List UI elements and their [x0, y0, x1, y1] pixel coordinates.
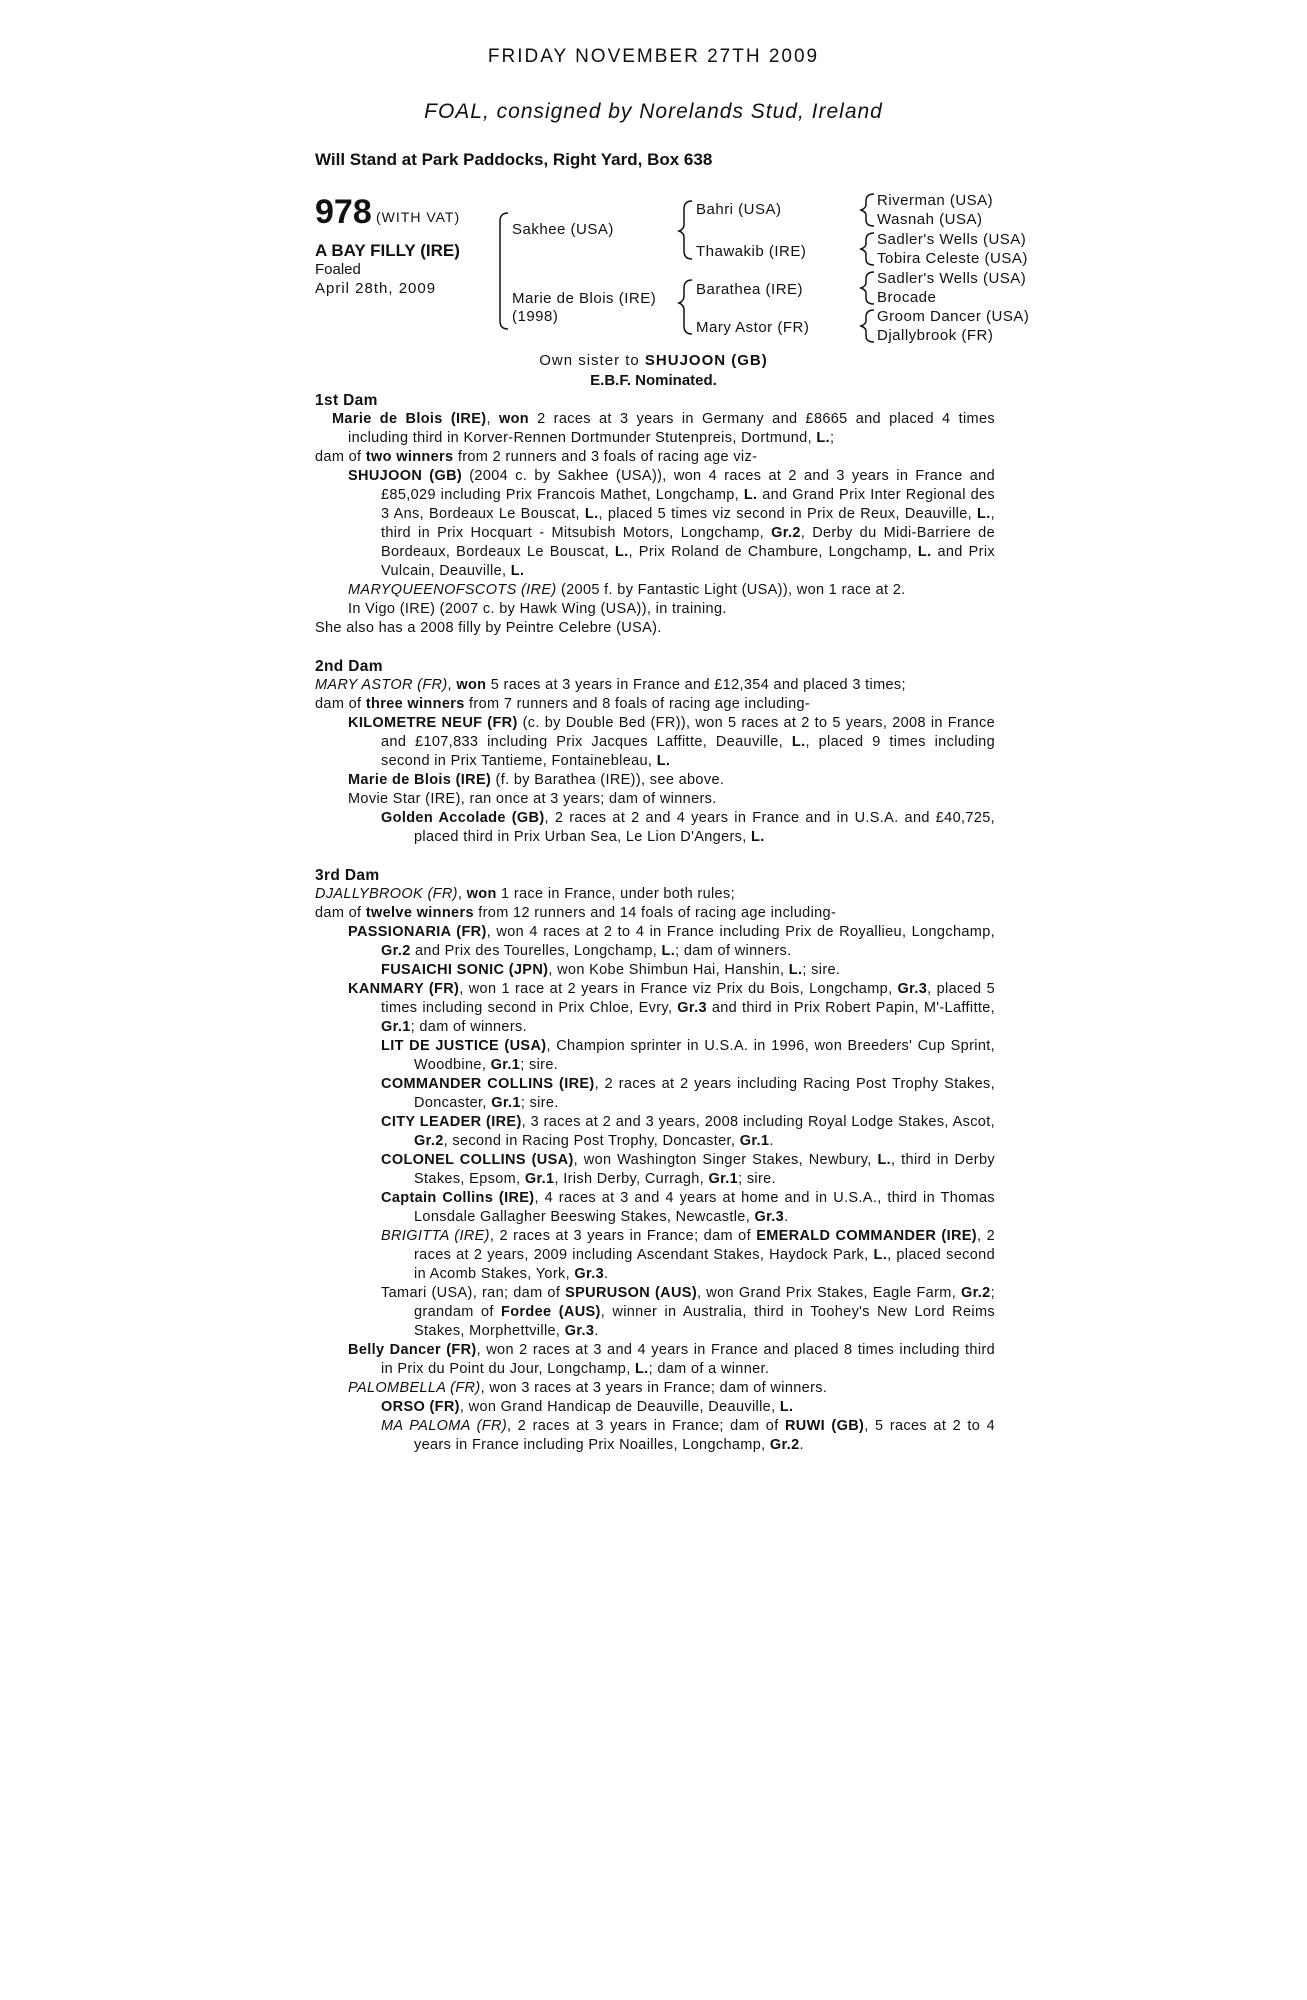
record-text: , placed 5 times including second in Prix Chloe, Evry, [381, 981, 995, 1016]
sister-prefix: Own sister to [539, 352, 645, 369]
record-text: . [799, 1437, 804, 1453]
record-text: , third in Prix Hocquart - Mitsubish Motors, Longchamp, [381, 506, 995, 541]
record-text: , won 3 races at 3 years in France; dam of winners. [480, 1380, 828, 1396]
ebf-note: E.B.F. Nominated. [590, 372, 717, 389]
second-dam-heading: 2nd Dam [315, 658, 383, 675]
winners-count: three winners [365, 696, 465, 712]
listed-label: L. [816, 430, 830, 446]
pedigree-sire: Sakhee (USA) [512, 221, 614, 238]
group-label: Gr.3 [574, 1266, 605, 1282]
group-label: Gr.1 [381, 1019, 411, 1035]
record-text: ; sire. [520, 1095, 559, 1111]
produce-ma-paloma [315, 1417, 995, 1455]
produce-brigitta [315, 1227, 995, 1284]
record-text: , second in Racing Post Trophy, Doncaster, [443, 1133, 740, 1149]
record-text: . [594, 1323, 599, 1339]
pedigree-gg6: Brocade [877, 289, 937, 306]
record-text: , won Washington Singer Stakes, Newbury, [573, 1152, 878, 1168]
produce-city-leader [315, 1113, 995, 1151]
group-label: Gr.2 [769, 1437, 800, 1453]
produce-maryqueenofscots [315, 581, 995, 600]
group-label: Gr.2 [771, 525, 801, 541]
record-text: , 4 races at 3 and 4 years at home and in U.S.A., third in Thomas Lonsdale Gallagher Beeswing Stakes, Newcastle, [414, 1190, 995, 1225]
pedigree-dam-dam: Mary Astor (FR) [696, 319, 810, 336]
horse-name: Golden Accolade (GB) [381, 810, 545, 826]
record-text: , winner in Australia, third in Toohey's New Lord Reims Stakes, Morphettville, [414, 1304, 995, 1339]
produce-orso [315, 1398, 995, 1417]
listed-label: L. [751, 829, 765, 845]
listed-label: L. [614, 544, 629, 560]
produce-golden-accolade [315, 809, 995, 847]
record-text: , third in Derby Stakes, Epsom, [414, 1152, 995, 1187]
record-text: ; sire. [802, 962, 841, 978]
record-text: , 5 races at 2 to 4 years in France including Prix Noailles, Longchamp, [414, 1418, 996, 1453]
record-text: ; dam of a winner. [648, 1361, 770, 1377]
produce-tamari [315, 1284, 995, 1341]
horse-name: RUWI (GB) [784, 1418, 865, 1434]
sister-name: SHUJOON (GB) [644, 352, 768, 369]
pedigree-dam-year: (1998) [512, 308, 559, 325]
dam-lines [315, 391, 995, 1455]
horse-name: CITY LEADER (IRE) [381, 1114, 522, 1130]
pedigree-gg1: Riverman (USA) [877, 192, 994, 209]
record-text: ; grandam of [414, 1285, 995, 1320]
horse-name: ORSO (FR) [381, 1399, 460, 1415]
record-text: , 2 races at 3 years in France; dam of [507, 1418, 785, 1434]
listed-label: L. [873, 1247, 888, 1263]
pedigree-gg8: Djallybrook (FR) [877, 327, 994, 344]
horse-name: Captain Collins (IRE) [381, 1190, 535, 1206]
group-label: Gr.3 [897, 981, 928, 997]
sister-note [0, 352, 1307, 369]
first-dam-produce [315, 448, 995, 467]
record-text: and Prix Vulcain, Deauville, [381, 544, 995, 579]
record-text: , 3 races at 2 and 3 years, 2008 including Royal Lodge Stakes, Ascot, [521, 1114, 995, 1130]
produce-2008-filly: She also has a 2008 filly by Peintre Celebre (USA). [315, 620, 662, 636]
lot-number: 978 [315, 193, 372, 231]
lot-title: A BAY FILLY (IRE) [315, 241, 460, 260]
record-text: from 7 runners and 8 foals of racing age including- [464, 696, 811, 712]
record-text: and third in Prix Robert Papin, M'-Laffitte, [706, 1000, 996, 1016]
horse-name: COMMANDER COLLINS (IRE) [381, 1076, 595, 1092]
record-text: . [769, 1133, 774, 1149]
record-text: and Prix des Tourelles, Longchamp, [410, 943, 662, 959]
record-text: , placed 9 times including second in Prix Tantieme, Fontainebleau, [381, 734, 995, 769]
record-text: dam of [315, 449, 366, 465]
record-text: ; [829, 430, 835, 446]
pedigree-gg5: Sadler's Wells (USA) [877, 270, 1027, 287]
produce-colonel-collins [315, 1151, 995, 1189]
produce-in-vigo: In Vigo (IRE) (2007 c. by Hawk Wing (USA)), in training. [348, 601, 727, 617]
group-label: Gr.1 [739, 1133, 770, 1149]
listed-label: L. [917, 544, 932, 560]
listed-label: L. [743, 487, 758, 503]
listed-label: L. [661, 943, 676, 959]
pedigree-sire-dam: Thawakib (IRE) [696, 243, 807, 260]
record-text: (c. by Double Bed (FR)), won 5 races at 2 to 5 years, 2008 in France and £107,833 including Prix Jacques Laffitte, Deauville, [381, 715, 995, 750]
pedigree-dam-sire: Barathea (IRE) [696, 281, 804, 298]
pedigree-brackets [0, 0, 1307, 400]
produce-shujoon [315, 467, 995, 581]
record-text: from 2 runners and 3 foals of racing age viz- [453, 449, 758, 465]
pedigree-gg4: Tobira Celeste (USA) [877, 250, 1028, 267]
record-text: , won Kobe Shimbun Hai, Hanshin, [548, 962, 789, 978]
record-text: , 2 races at 2 years including Racing Post Trophy Stakes, Doncaster, [414, 1076, 995, 1111]
first-dam-name: Marie de Blois (IRE) [332, 411, 487, 427]
foaled-label: Foaled [315, 261, 361, 278]
produce-passionaria [315, 923, 995, 961]
horse-name: KILOMETRE NEUF (FR) [348, 715, 518, 731]
group-label: Gr.3 [564, 1323, 595, 1339]
produce-belly-dancer [315, 1341, 995, 1379]
group-label: Gr.1 [491, 1095, 521, 1111]
listed-label: L. [584, 506, 599, 522]
horse-name: FUSAICHI SONIC (JPN) [381, 962, 549, 978]
record-text: , won 4 races at 2 to 4 in France including Prix de Royallieu, Longchamp, [486, 924, 995, 940]
record-text: (2005 f. by Fantastic Light (USA)), won 1 race at 2. [556, 582, 906, 598]
record-text: Tamari (USA), ran; dam of [381, 1285, 566, 1301]
listed-label: L. [656, 753, 671, 769]
horse-name: SPURUSON (AUS) [565, 1285, 698, 1301]
consignor-line: FOAL, consigned by Norelands Stud, Ireland [424, 100, 883, 123]
listed-label: L. [510, 563, 525, 579]
record-text: , 2 races at 3 years in France; dam of [489, 1228, 757, 1244]
group-label: Gr.1 [490, 1057, 521, 1073]
group-label: Gr.3 [677, 1000, 707, 1016]
third-dam-produce [315, 904, 995, 923]
produce-captain-collins [315, 1189, 995, 1227]
record-text: 1 race in France, under both rules; [496, 886, 735, 902]
horse-name: BRIGITTA (IRE) [381, 1228, 490, 1244]
second-dam-produce [315, 695, 995, 714]
won-label: won [456, 677, 487, 693]
group-label: Gr.3 [754, 1209, 785, 1225]
pedigree-dam: Marie de Blois (IRE) [512, 290, 657, 307]
pedigree-gg3: Sadler's Wells (USA) [877, 231, 1027, 248]
record-text: dam of [315, 696, 366, 712]
pedigree-gg7: Groom Dancer (USA) [877, 308, 1030, 325]
group-label: Gr.2 [960, 1285, 991, 1301]
horse-name: KANMARY (FR) [348, 981, 460, 997]
record-text: from 12 runners and 14 foals of racing age including- [473, 905, 837, 921]
record-text: ; dam of winners. [675, 943, 792, 959]
produce-marie-de-blois [315, 771, 995, 790]
third-dam-heading: 3rd Dam [315, 867, 380, 884]
listed-label: L. [788, 962, 803, 978]
record-text: , Derby du Midi-Barriere de Bordeaux, Bordeaux Le Bouscat, [381, 525, 995, 560]
second-dam-record: MARY ASTOR (FR), won 5 races at 3 years in France and £12,354 and placed 3 times; [315, 677, 906, 693]
group-label: Gr.2 [414, 1133, 444, 1149]
horse-name: MARYQUEENOFSCOTS (IRE) [348, 582, 557, 598]
won-label: won [466, 886, 497, 902]
vat-note: (WITH VAT) [376, 209, 461, 225]
listed-label: L. [877, 1152, 892, 1168]
winners-count: two winners [365, 449, 454, 465]
horse-name: Belly Dancer (FR) [348, 1342, 477, 1358]
record-text: 5 races at 3 years in France and £12,354 and placed 3 times; [486, 677, 906, 693]
group-label: Gr.1 [708, 1171, 739, 1187]
record-text: dam of [315, 905, 366, 921]
won-label: won [498, 411, 529, 427]
produce-lit-de-justice [315, 1037, 995, 1075]
horse-name: PALOMBELLA (FR) [348, 1380, 481, 1396]
record-text: and Grand Prix Inter Regional des 3 Ans, Bordeaux Le Bouscat, [381, 487, 995, 522]
produce-kanmary [315, 980, 995, 1037]
record-text: . [784, 1209, 789, 1225]
record-text: , placed second in Acomb Stakes, York, [414, 1247, 996, 1282]
record-text: ; sire. [520, 1057, 559, 1073]
first-dam-record: Marie de Blois (IRE), won 2 races at 3 years in Germany and £8665 and placed 4 times including third in Korver-Rennen Dortmunder Stutenpreis, Dortmund, L.; [332, 411, 995, 446]
record-text: , won Grand Prix Stakes, Eagle Farm, [697, 1285, 961, 1301]
record-text: , Irish Derby, Curragh, [554, 1171, 709, 1187]
record-text: , Champion sprinter in U.S.A. in 1996, won Breeders' Cup Sprint, Woodbine, [414, 1038, 995, 1073]
horse-name: Marie de Blois (IRE) [348, 772, 492, 788]
produce-movie-star: Movie Star (IRE), ran once at 3 years; dam of winners. [348, 791, 717, 807]
horse-name: EMERALD COMMANDER (IRE) [756, 1228, 977, 1244]
listed-label: L. [791, 734, 806, 750]
record-text: ; sire. [738, 1171, 776, 1187]
horse-name: LIT DE JUSTICE (USA) [381, 1038, 547, 1054]
foaled-date: April 28th, 2009 [315, 280, 437, 297]
record-text: , placed 5 times viz second in Prix de Reux, Deauville, [598, 506, 978, 522]
horse-name: Fordee (AUS) [501, 1304, 601, 1320]
record-text: , 2 races at 2 years, 2009 including Ascendant Stakes, Haydock Park, [414, 1228, 996, 1263]
record-text: , Prix Roland de Chambure, Longchamp, [628, 544, 918, 560]
listed-label: L. [634, 1361, 649, 1377]
produce-fusaichi-sonic [315, 961, 995, 980]
stand-location: Will Stand at Park Paddocks, Right Yard, Box 638 [315, 150, 713, 169]
horse-name: SHUJOON (GB) [348, 468, 463, 484]
pedigree-gg2: Wasnah (USA) [877, 211, 983, 228]
second-dam-name: MARY ASTOR (FR) [315, 677, 448, 693]
horse-name: MA PALOMA (FR) [381, 1418, 508, 1434]
pedigree-sire-sire: Bahri (USA) [696, 201, 782, 218]
record-text: , won 1 race at 2 years in France viz Prix du Bois, Longchamp, [459, 981, 898, 997]
record-text: 2 races at 3 years in Germany and £8665 and placed 4 times including third in Korver-Rennen Dortmunder Stutenpreis, Dortmund, [348, 411, 995, 446]
listed-label: L. [977, 506, 991, 522]
group-label: Gr.2 [381, 943, 411, 959]
first-dam-heading: 1st Dam [315, 392, 378, 409]
listed-label: L. [779, 1399, 794, 1415]
produce-palombella [315, 1379, 995, 1398]
third-dam-name: DJALLYBROOK (FR) [315, 886, 458, 902]
record-text: , won Grand Handicap de Deauville, Deauville, [459, 1399, 780, 1415]
sale-date: FRIDAY NOVEMBER 27TH 2009 [487, 46, 820, 67]
horse-name: COLONEL COLLINS (USA) [381, 1152, 574, 1168]
group-label: Gr.1 [524, 1171, 555, 1187]
record-text: , 2 races at 2 and 4 years in France and in U.S.A. and £40,725, placed third in Prix Urban Sea, Le Lion D'Angers, [414, 810, 995, 845]
record-text: , won 2 races at 3 and 4 years in France and placed 8 times including third in Prix du Point du Jour, Longchamp, [381, 1342, 995, 1377]
winners-count: twelve winners [365, 905, 474, 921]
produce-kilometre-neuf [315, 714, 995, 771]
third-dam-record: DJALLYBROOK (FR), won 1 race in France, under both rules; [315, 886, 735, 902]
record-text: (f. by Barathea (IRE)), see above. [491, 772, 725, 788]
record-text: ; dam of winners. [410, 1019, 527, 1035]
record-text: . [604, 1266, 609, 1282]
record-text: (2004 c. by Sakhee (USA)), won 4 races at 2 and 3 years in France and £85,029 including Prix Francois Mathet, Longchamp, [381, 468, 995, 503]
produce-commander-collins [315, 1075, 995, 1113]
horse-name: PASSIONARIA (FR) [348, 924, 487, 940]
